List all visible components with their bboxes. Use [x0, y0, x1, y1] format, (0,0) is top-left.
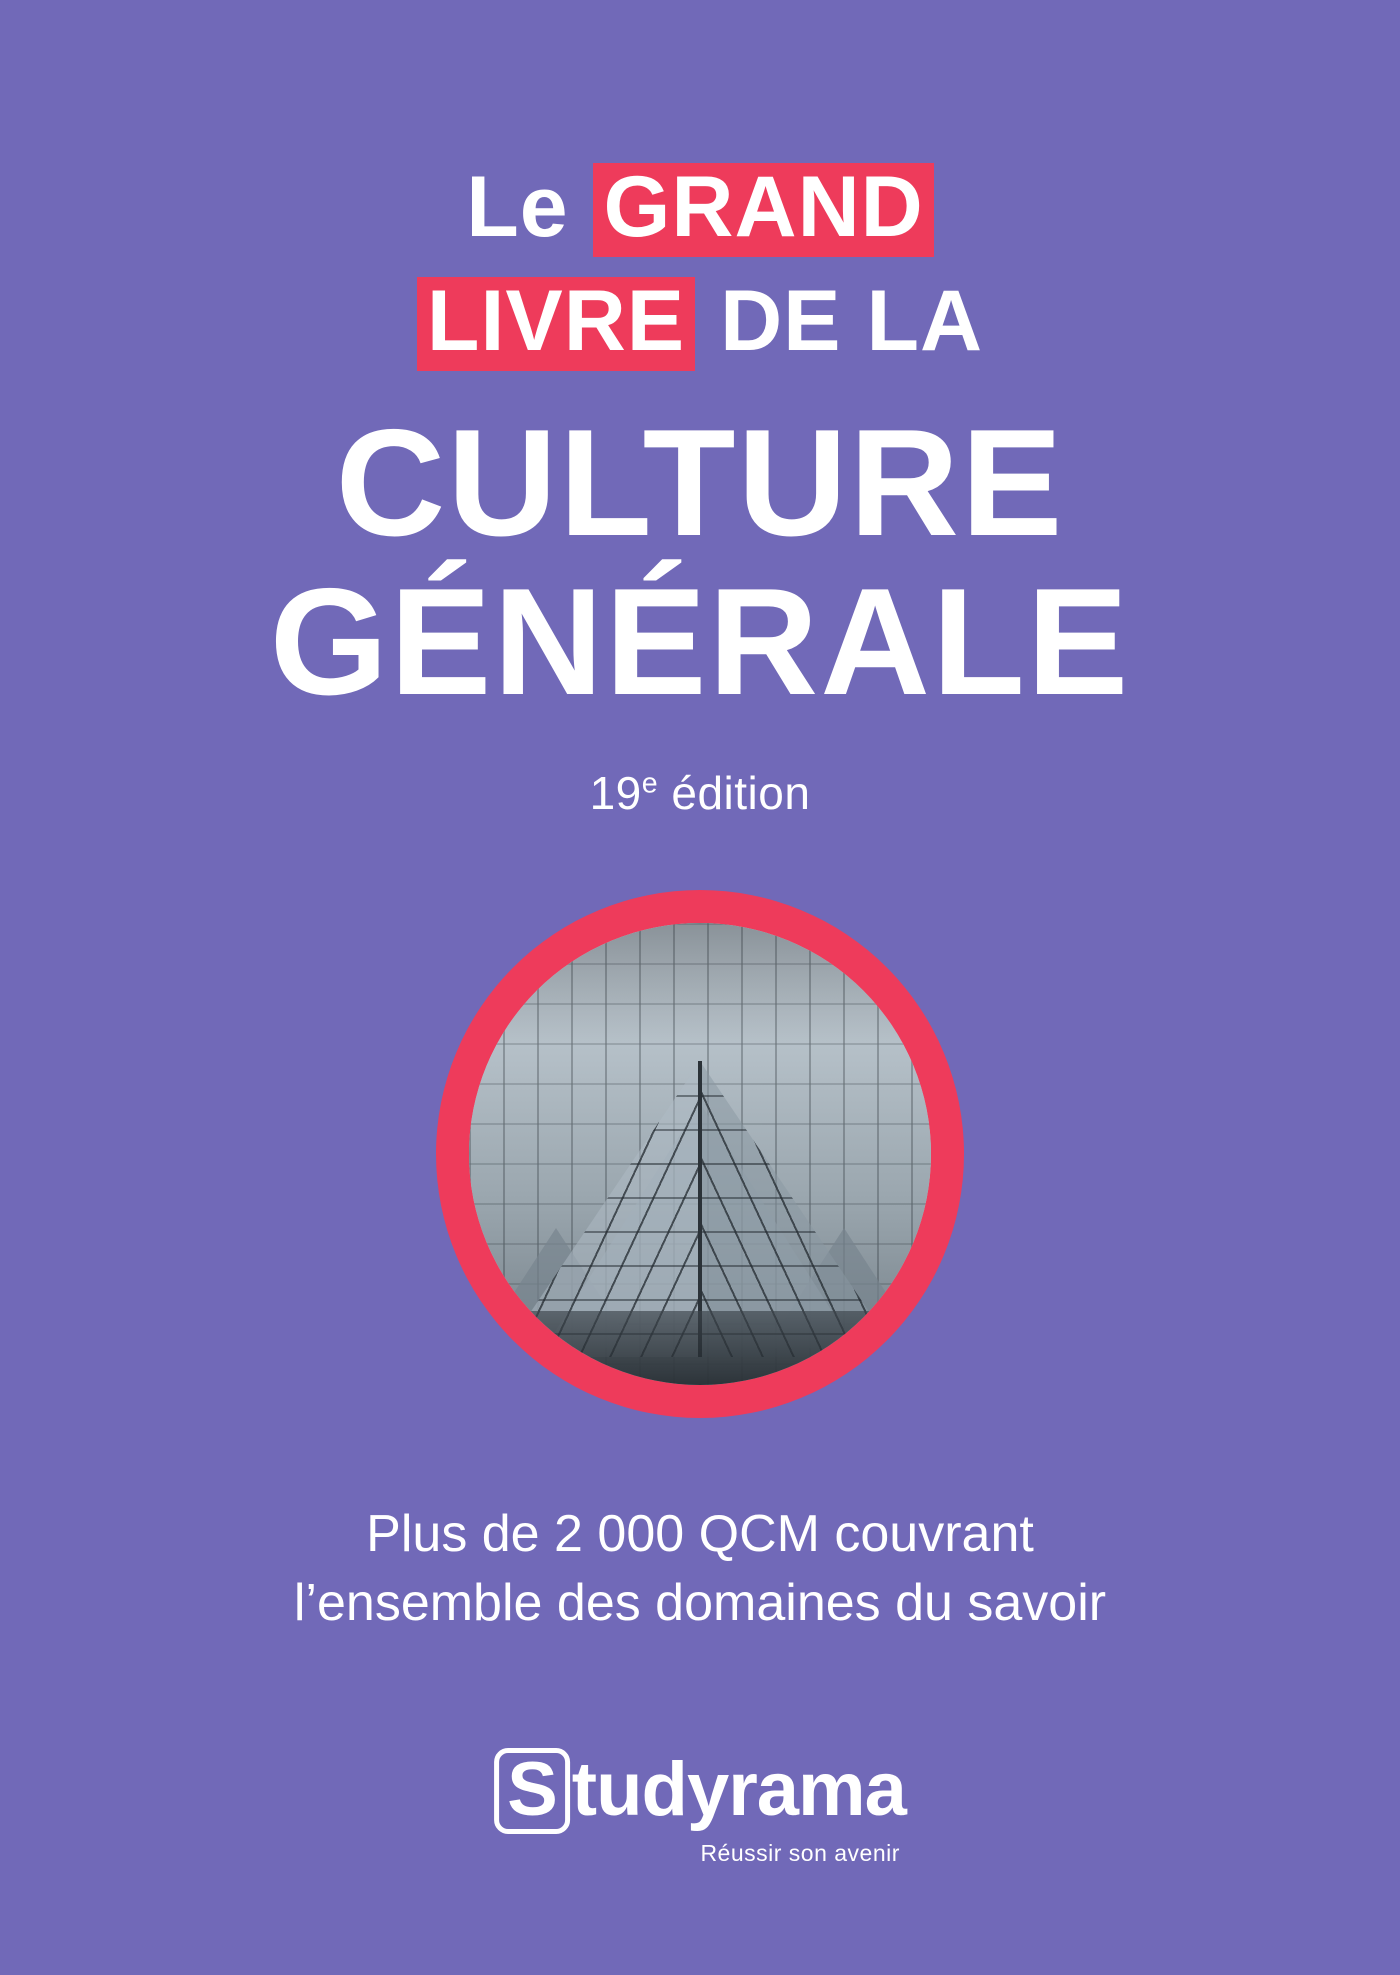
- tagline: [0, 1500, 1400, 1637]
- edition-label: [0, 766, 1400, 820]
- title-word-livre: LIVRE: [417, 277, 695, 371]
- title-line-2: [0, 274, 1400, 372]
- photo-ground: [469, 1311, 931, 1385]
- publisher-name-rest: tudyrama: [571, 1746, 906, 1832]
- publisher-slogan: Réussir son avenir: [700, 1840, 900, 1866]
- edition-ordinal: e: [641, 767, 659, 800]
- cover-photo-frame: [436, 890, 964, 1418]
- title-word-le: Le: [466, 159, 569, 255]
- publisher-initial: S: [494, 1748, 570, 1834]
- publisher-name: [494, 1748, 906, 1834]
- title-word-dela: DE LA: [720, 273, 984, 369]
- publisher-logo: [494, 1748, 906, 1867]
- title-word-generale: GÉNÉRALE: [269, 557, 1131, 728]
- edition-number: 19: [589, 767, 642, 820]
- cover-photo: [469, 923, 931, 1385]
- title-word-culture: CULTURE: [335, 398, 1065, 568]
- title-block: [0, 160, 1400, 820]
- title-word-grand: GRAND: [593, 163, 933, 257]
- edition-text: édition: [658, 767, 811, 820]
- tagline-line-2: l’ensemble des domaines du savoir: [293, 1573, 1107, 1632]
- title-line-1: [0, 160, 1400, 258]
- tagline-line-1: Plus de 2 000 QCM couvrant: [366, 1505, 1034, 1563]
